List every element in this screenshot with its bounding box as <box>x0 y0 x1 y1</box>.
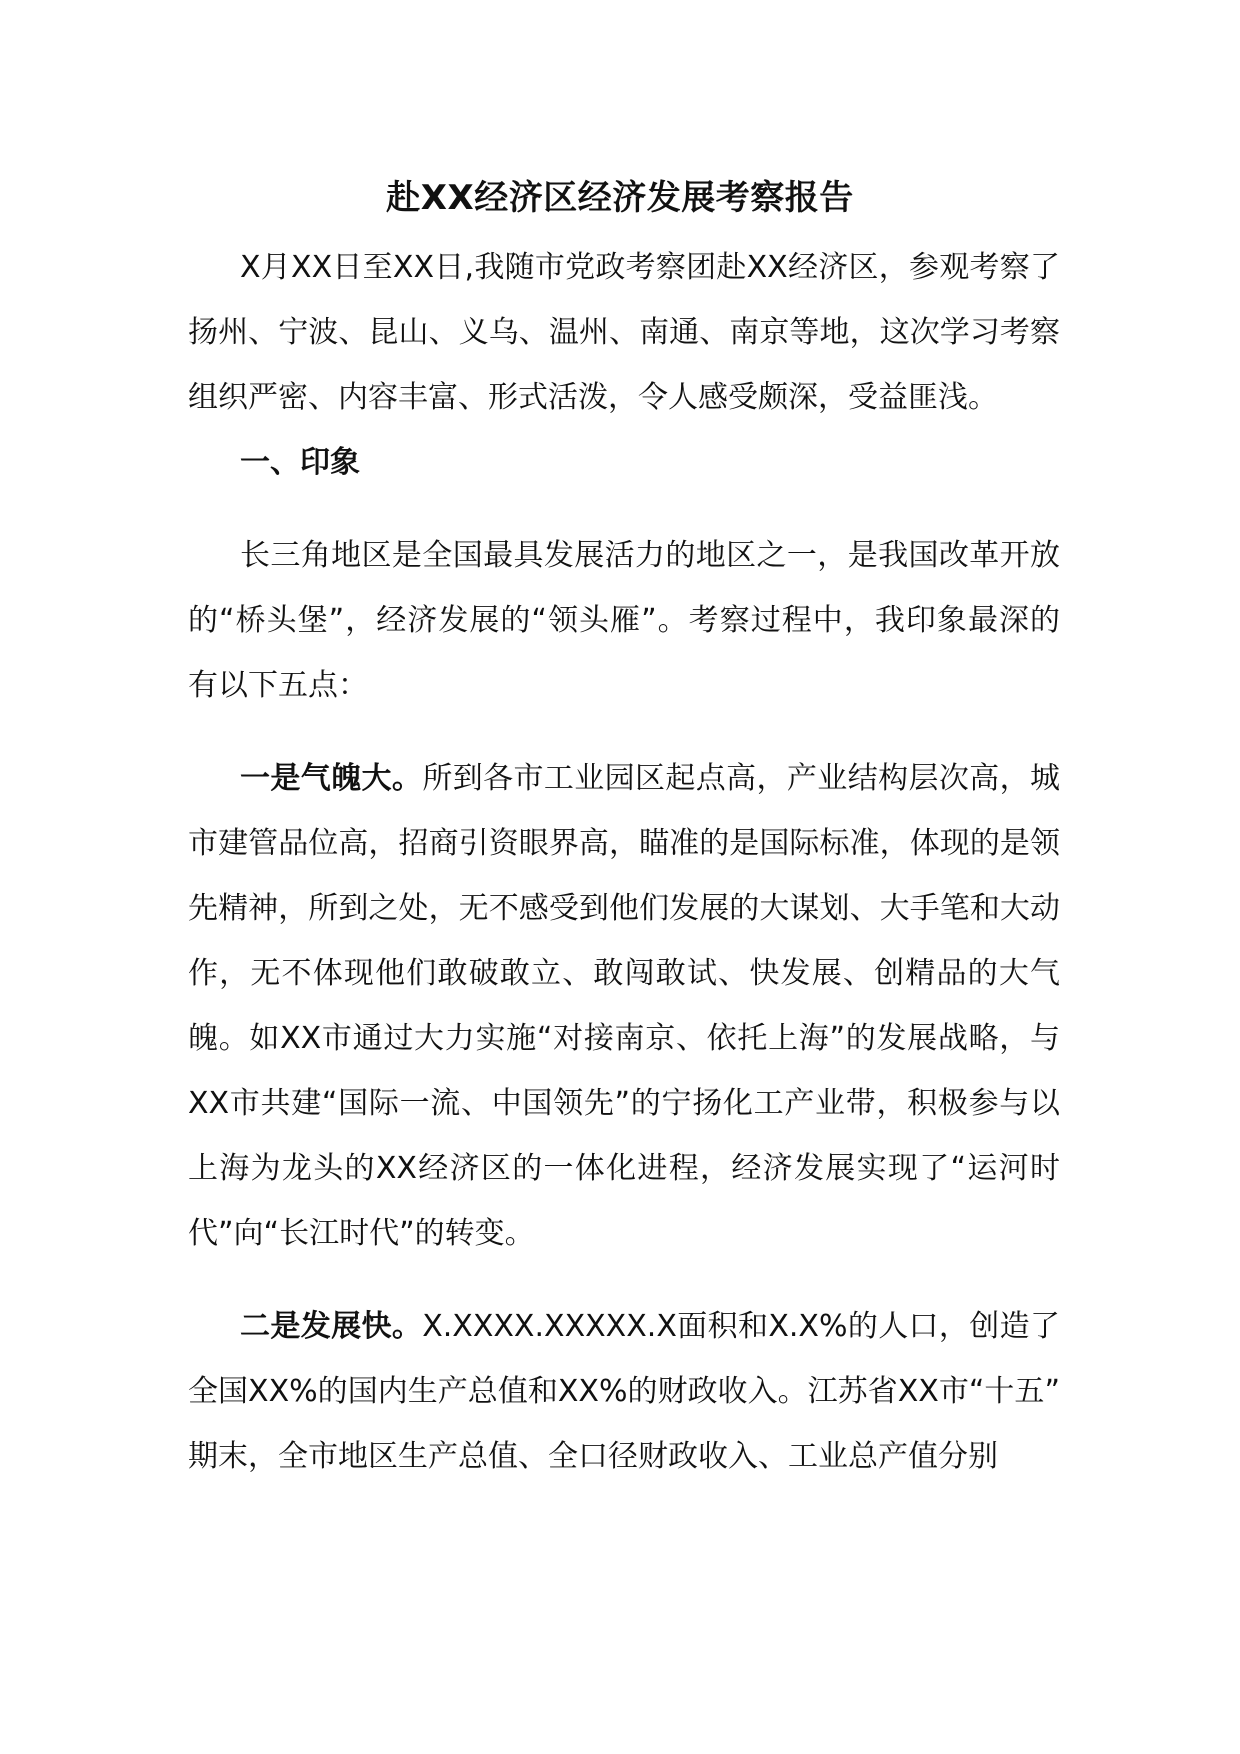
point-two-text: X.XXXX.XXXXX.X面积和X.X%的人口，创造了全国XX%的国内生产总值和XX%的财政收入。江苏省XX市“十五” 期末，全市地区生产总值、全口径财政收入、工业总产值分别 <box>188 1309 1061 1474</box>
point-one-paragraph <box>188 746 1060 1266</box>
section-heading-impression: 一、印象 <box>240 445 360 480</box>
section-intro-paragraph: 长三角地区是全国最具发展活力的地区之一，是我国改革开放的“桥头堡”，经济发展的“领头雁”。考察过程中，我印象最深的有以下五点： <box>188 538 1060 703</box>
document-body <box>188 235 1060 1489</box>
point-two-paragraph <box>188 1294 1060 1489</box>
point-two-lead: 二是发展快。 <box>240 1309 423 1344</box>
intro-paragraph: X月XX日至XX日,我随市党政考察团赴XX经济区，参观考察了扬州、宁波、昆山、义乌、温州、南通、南京等地，这次学习考察组织严密、内容丰富、形式活泼，令人感受颇深，受益匪浅。 <box>188 250 1060 415</box>
document-title: 赴XX经济区经济发展考察报告 <box>386 178 854 218</box>
point-one-text: 所到各市工业园区起点高，产业结构层次高，城市建管品位高，招商引资眼界高，瞄准的是国际标准，体现的是领先精神，所到之处，无不感受到他们发展的大谋划、大手笔和大动作，无不体现他们敢破敢立、敢闯敢试、快发展、创精品的大气魄。如XX市通过大力实施“对接南京、依托上海”的发展战略，与XX市共建“国际一流、中国领先”的宁扬化工产业带，积极参与以上海为龙头的XX经济区的一体化进程，经济发展实现了“运河时代”向“长江时代”的转变。 <box>188 761 1061 1251</box>
point-one-lead: 一是气魄大。 <box>240 761 423 796</box>
